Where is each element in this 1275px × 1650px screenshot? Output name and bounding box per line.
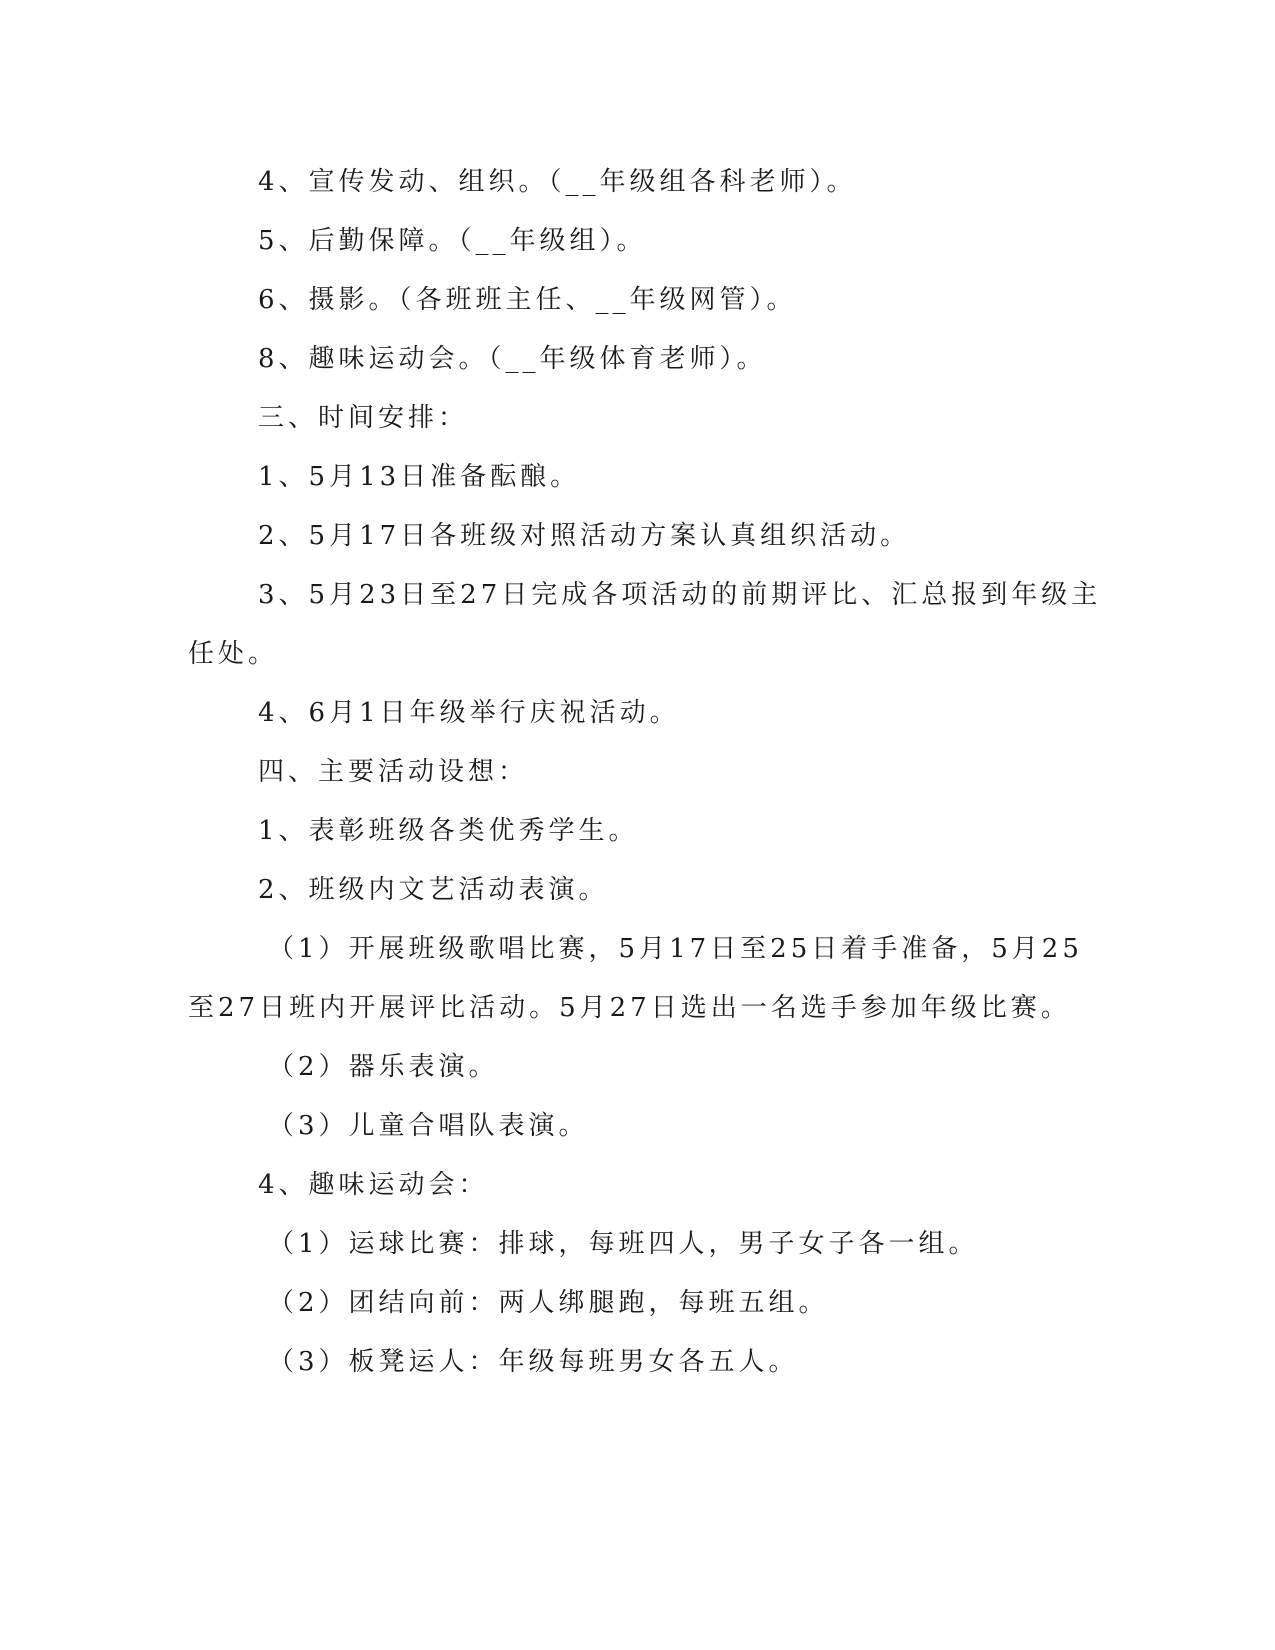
paragraph-line-continuation: 至27日班内开展评比活动。5月27日选出一名选手参加年级比赛。 xyxy=(188,993,1071,1023)
paragraph-line: （3）板凳运人：年级每班男女各五人。 xyxy=(268,1347,799,1377)
paragraph-line: 5、后勤保障。（__年级组）。 xyxy=(258,226,647,256)
paragraph-line: （2）器乐表演。 xyxy=(268,1052,499,1082)
paragraph-line: 1、5月13日准备酝酿。 xyxy=(258,462,581,492)
paragraph-line: 4、6月1日年级举行庆祝活动。 xyxy=(258,698,680,728)
paragraph-line: 1、表彰班级各类优秀学生。 xyxy=(258,816,639,846)
section-heading: 三、时间安排： xyxy=(258,403,469,433)
paragraph-line: 2、班级内文艺活动表演。 xyxy=(258,875,609,905)
section-heading: 四、主要活动设想： xyxy=(258,757,529,787)
paragraph-line-continuation: 任处。 xyxy=(188,639,279,669)
paragraph-line: （2）团结向前：两人绑腿跑，每班五组。 xyxy=(268,1288,829,1318)
paragraph-line: 4、趣味运动会： xyxy=(258,1170,489,1200)
paragraph-line: 3、5月23日至27日完成各项活动的前期评比、汇总报到年级主 xyxy=(258,580,1102,610)
paragraph-line: 8、趣味运动会。（__年级体育老师）。 xyxy=(258,344,767,374)
paragraph-line: 2、5月17日各班级对照活动方案认真组织活动。 xyxy=(258,521,911,551)
paragraph-line: 6、摄影。（各班班主任、__年级网管）。 xyxy=(258,285,797,315)
paragraph-line: （1）运球比赛：排球，每班四人，男子女子各一组。 xyxy=(268,1229,979,1259)
paragraph-line: 4、宣传发动、组织。（__年级组各科老师）。 xyxy=(258,167,857,197)
paragraph-line: （3）儿童合唱队表演。 xyxy=(268,1111,589,1141)
paragraph-line: （1）开展班级歌唱比赛，5月17日至25日着手准备，5月25 xyxy=(268,934,1083,964)
